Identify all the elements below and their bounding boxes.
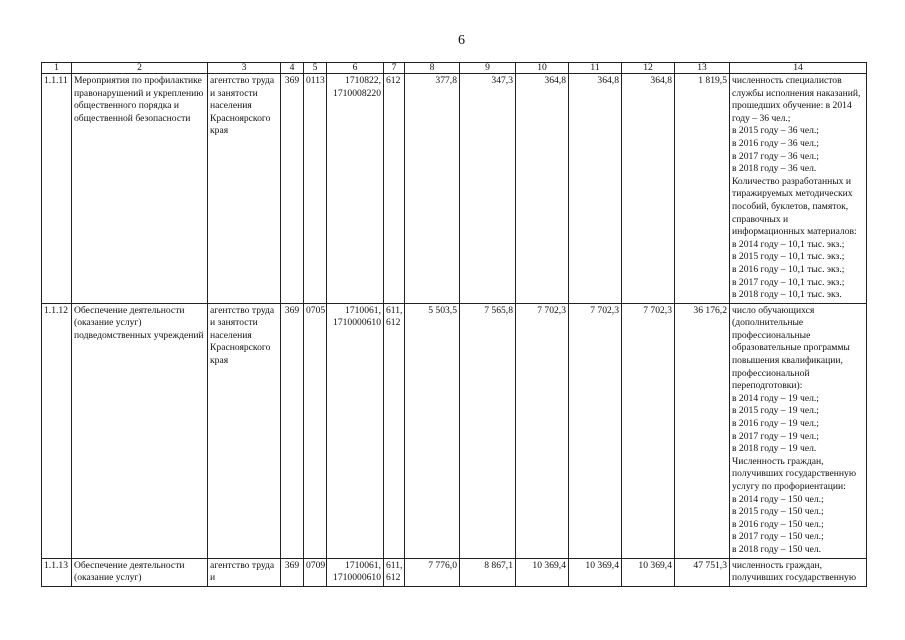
cell-result-line: в 2018 году – 150 чел. [732, 543, 822, 555]
cell-result [730, 558, 867, 586]
cell-id: 1.1.11 [42, 74, 72, 304]
table-row [42, 303, 867, 558]
cell-result-line: справочных и [732, 213, 789, 225]
cell-result-line: в 2015 году – 10,1 тыс. экз.; [732, 251, 845, 263]
cell-2018: 10 369,4 [622, 558, 675, 586]
cell-result-line: в 2014 году – 19 чел.; [732, 392, 819, 404]
cell-csr-line: 1710008220 [333, 87, 381, 99]
cell-name: Обеспечение деятельности (оказание услуг) [72, 558, 208, 586]
cell-result-line: (дополнительные [732, 317, 804, 329]
table-row [42, 74, 867, 304]
cell-result-line: в 2016 году – 19 чел.; [732, 418, 819, 430]
cell-result-line: в 2016 году – 10,1 тыс. экз.; [732, 263, 845, 275]
cell-vr-line: 612 [386, 572, 401, 584]
cell-agency: агентство труда и [208, 558, 281, 586]
cell-csr [327, 74, 384, 304]
cell-result-line: образовательные программы [732, 342, 850, 354]
cell-result-line: в 2014 году – 10,1 тыс. экз.; [732, 238, 845, 250]
column-header-4: 4 [281, 63, 304, 74]
cell-vr-line: 611, [386, 559, 403, 571]
cell-name: Мероприятия по профилактике правонарушений и укреплению общественного порядка и общественной безопасности [72, 74, 208, 304]
cell-2018: 7 702,3 [622, 303, 675, 558]
cell-vr-line: 612 [386, 75, 401, 86]
cell-grbs: 369 [281, 303, 304, 558]
cell-total: 47 751,3 [675, 558, 730, 586]
cell-vr-line: 611, [386, 304, 403, 316]
header-row [42, 63, 867, 74]
cell-result-line: в 2016 году – 150 чел.; [732, 518, 824, 530]
cell-agency: агентство труда и занятости населения Красноярского края [208, 303, 281, 558]
cell-csr-line: 1710822, [345, 75, 381, 86]
cell-vr [384, 74, 405, 304]
column-header-1: 1 [42, 63, 72, 74]
column-header-14: 14 [730, 63, 867, 74]
cell-result-line: году – 36 чел.; [732, 112, 791, 124]
cell-2015: 347,3 [460, 74, 516, 304]
cell-result-line: тиражируемых методических [732, 188, 853, 200]
cell-result-line: получивших государственную [732, 468, 857, 480]
column-header-9: 9 [460, 63, 516, 74]
cell-agency: агентство труда и занятости населения Красноярского края [208, 74, 281, 304]
cell-id: 1.1.13 [42, 558, 72, 586]
cell-result-line: в 2018 году – 36 чел. [732, 163, 817, 175]
cell-result-line: в 2014 году – 150 чел.; [732, 493, 824, 505]
cell-result-line: в 2017 году – 19 чел.; [732, 430, 819, 442]
cell-result-line: в 2015 году – 36 чел.; [732, 125, 819, 137]
cell-vr-line: 612 [386, 317, 401, 329]
cell-result-line: информационных материалов: [732, 226, 857, 238]
cell-2015: 7 565,8 [460, 303, 516, 558]
cell-result-line: численность специалистов [732, 75, 842, 86]
cell-csr-line: 1710000610 [333, 317, 381, 329]
cell-total: 1 819,5 [675, 74, 730, 304]
cell-result-line: численность граждан, [732, 559, 823, 571]
cell-vr [384, 558, 405, 586]
cell-csr [327, 303, 384, 558]
cell-result-line: получивших государственную [732, 572, 857, 584]
cell-grbs: 369 [281, 74, 304, 304]
column-header-8: 8 [405, 63, 460, 74]
cell-result-line: в 2015 году – 19 чел.; [732, 405, 819, 417]
cell-rzpr: 0705 [304, 303, 327, 558]
cell-result-line: в 2016 году – 36 чел.; [732, 137, 819, 149]
cell-result-line: в 2015 году – 150 чел.; [732, 506, 824, 518]
cell-result-line: в 2017 году – 10,1 тыс. экз.; [732, 276, 845, 288]
cell-rzpr: 0113 [304, 74, 327, 304]
cell-2018: 364,8 [622, 74, 675, 304]
column-header-12: 12 [622, 63, 675, 74]
column-header-2: 2 [72, 63, 208, 74]
cell-result-line: прошедших обучение: в 2014 [732, 100, 852, 112]
cell-2016: 10 369,4 [516, 558, 569, 586]
column-header-11: 11 [569, 63, 622, 74]
column-header-3: 3 [208, 63, 281, 74]
cell-result-line: число обучающихся [732, 304, 815, 316]
cell-2017: 7 702,3 [569, 303, 622, 558]
cell-result-line: в 2018 году – 10,1 тыс. экз. [732, 289, 842, 301]
cell-csr-line: 1710000610 [333, 572, 381, 584]
cell-result-line: Численность граждан, [732, 455, 824, 467]
column-header-5: 5 [304, 63, 327, 74]
program-table [41, 62, 867, 587]
cell-result-line: пособий, буклетов, памяток, [732, 200, 849, 212]
cell-result-line: повышения квалификации, [732, 355, 843, 367]
cell-csr-line: 1710061, [345, 304, 381, 316]
cell-2014: 5 503,5 [405, 303, 460, 558]
column-header-13: 13 [675, 63, 730, 74]
cell-result [730, 74, 867, 304]
cell-result-line: в 2017 году – 36 чел.; [732, 150, 819, 162]
cell-grbs: 369 [281, 558, 304, 586]
cell-result-line: в 2018 году – 19 чел. [732, 443, 817, 455]
cell-2016: 364,8 [516, 74, 569, 304]
cell-rzpr: 0709 [304, 558, 327, 586]
cell-2014: 7 776,0 [405, 558, 460, 586]
cell-csr-line: 1710061, [345, 559, 381, 571]
cell-result-line: службы исполнения наказаний, [732, 87, 861, 99]
cell-2014: 377,8 [405, 74, 460, 304]
column-header-7: 7 [384, 63, 405, 74]
cell-2017: 364,8 [569, 74, 622, 304]
cell-result [730, 303, 867, 558]
cell-vr [384, 303, 405, 558]
cell-result-line: профессиональные [732, 329, 811, 341]
cell-2016: 7 702,3 [516, 303, 569, 558]
cell-total: 36 176,2 [675, 303, 730, 558]
cell-id: 1.1.12 [42, 303, 72, 558]
column-header-10: 10 [516, 63, 569, 74]
cell-2017: 10 369,4 [569, 558, 622, 586]
cell-result-line: услугу по профориентации: [732, 481, 846, 492]
cell-2015: 8 867,1 [460, 558, 516, 586]
page-number: 6 [458, 33, 465, 48]
column-header-6: 6 [327, 63, 384, 74]
cell-name: Обеспечение деятельности (оказание услуг) подведомственных учреждений [72, 303, 208, 558]
cell-result-line: профессиональной [732, 367, 810, 379]
table-row [42, 558, 867, 586]
cell-result-line: переподготовки): [732, 380, 803, 392]
cell-result-line: Количество разработанных и [732, 175, 852, 187]
cell-result-line: в 2017 году – 150 чел.; [732, 531, 824, 543]
cell-csr [327, 558, 384, 586]
